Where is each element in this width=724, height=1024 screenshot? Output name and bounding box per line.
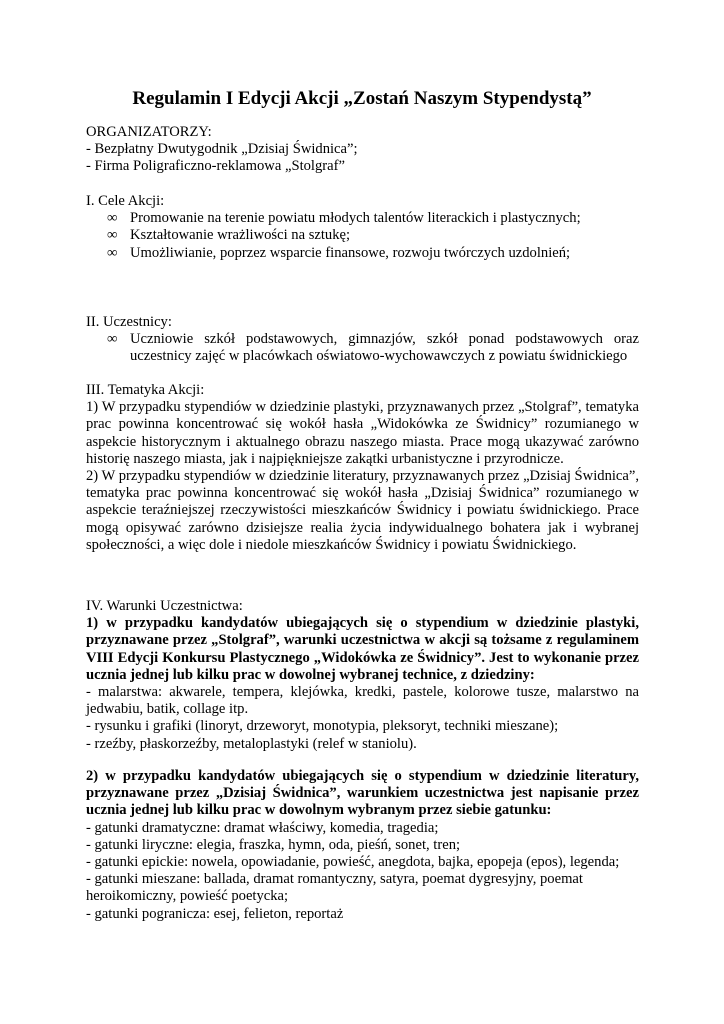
- list-item: - gatunki epickie: nowela, opowiadanie, powieść, anegdota, bajka, epopeja (epos), legenda;: [86, 854, 620, 871]
- organizer-item: - Bezpłatny Dwutygodnik „Dzisiaj Świdnica”;: [86, 141, 358, 158]
- infinity-bullet-icon: ∞: [107, 244, 118, 261]
- conditions-literature-intro: 2) w przypadku kandydatów ubiegających się o stypendium w dziedzinie literatury, przyznawane przez „Dzisiaj Świdnica”, warunkiem uczestnictwa jest napisanie przez ucznia jednej lub kilku prac w dowolnym wybranym przez siebie gatunku:: [86, 768, 639, 819]
- list-item: - rysunku i grafiki (linoryt, drzeworyt, monotypia, pleksoryt, techniki mieszane);: [86, 718, 559, 735]
- goal-text: Umożliwianie, poprzez wsparcie finansowe, rozwoju twórczych uzdolnień;: [130, 244, 571, 261]
- goals-list: [86, 210, 639, 262]
- infinity-bullet-icon: ∞: [107, 331, 118, 348]
- conditions-literature-section: [86, 768, 639, 923]
- list-item: - rzeźby, płaskorzeźby, metaloplastyki (relef w staniolu).: [86, 735, 417, 752]
- themes-heading: III. Tematyka Akcji:: [86, 382, 205, 398]
- participants-list: [86, 331, 639, 365]
- list-item: [86, 331, 639, 365]
- participants-section: [86, 314, 639, 366]
- infinity-bullet-icon: ∞: [107, 210, 118, 227]
- organizers-heading: ORGANIZATORZY:: [86, 124, 212, 140]
- list-item: [86, 227, 639, 244]
- conditions-art-intro: 1) w przypadku kandydatów ubiegających się o stypendium w dziedzinie plastyki, przyznawane przez „Stolgraf”, warunki uczestnictwa w akcji są tożsame z regulaminem VIII Edycji Konkursu Plastycznego „Widokówka ze Świdnicy”. Jest to wykonanie przez ucznia jednej lub kilku prac w dowolnej wybranej technice, z dziedziny:: [86, 615, 639, 683]
- list-item: [86, 210, 639, 227]
- list-item: - gatunki liryczne: elegia, fraszka, hymn, oda, pieśń, sonet, tren;: [86, 836, 461, 853]
- themes-section: [86, 382, 639, 554]
- list-item: - gatunki dramatyczne: dramat właściwy, komedia, tragedia;: [86, 819, 439, 836]
- list-item: - malarstwa: akwarele, tempera, klejówka, kredki, pastele, kolorowe tusze, malarstwo na jedwabiu, batik, collage itp.: [86, 684, 639, 718]
- goals-heading: I. Cele Akcji:: [86, 193, 165, 209]
- list-item: [86, 245, 639, 262]
- participant-text: Uczniowie szkół podstawowych, gimnazjów, szkół ponad podstawowych oraz uczestnicy zajęć w placówkach oświatowo-wychowawczych z powiatu świdnickiego: [130, 331, 639, 365]
- conditions-heading: IV. Warunki Uczestnictwa:: [86, 598, 243, 614]
- list-item: - gatunki mieszane: ballada, dramat romantyczny, satyra, poemat dygresyjny, poemat heroikomiczny, powieść poetycka;: [86, 871, 583, 905]
- theme-paragraph-art: 1) W przypadku stypendiów w dziedzinie plastyki, przyznawanych przez „Stolgraf”, tematyka prac powinna koncentrować się wokół hasła „Widokówka ze Świdnicy” rozumianego w aspekcie historycznym i aktualnego obrazu naszego miasta. Prace mogą ukazywać zarówno historię naszego miasta, jak i najpiękniejsze zakątki urbanistyczne i przyrodnicze.: [86, 399, 639, 467]
- theme-paragraph-literature: 2) W przypadku stypendiów w dziedzinie literatury, przyznawanych przez „Dzisiaj Świdnica”, tematyka prac powinna koncentrować się wokół hasła „Dzisiaj Świdnica” rozumianego w aspekcie teraźniejszej rzeczywistości mieszkańców Świdnicy i powiatu świdnickiego. Prace mogą opisywać zarówno dzisiejsze realia życia indywidualnego bohatera jak i wybranej społeczności, a więc dole i niedole mieszkańców Świdnicy i powiatu Świdnickiego.: [86, 468, 639, 553]
- organizers-section: [86, 124, 639, 176]
- list-item: - gatunki pogranicza: esej, felieton, reportaż: [86, 905, 344, 922]
- conditions-section: [86, 598, 639, 753]
- participants-heading: II. Uczestnicy:: [86, 314, 172, 330]
- goal-text: Promowanie na terenie powiatu młodych talentów literackich i plastycznych;: [130, 210, 581, 227]
- goal-text: Kształtowanie wrażliwości na sztukę;: [130, 227, 351, 244]
- infinity-bullet-icon: ∞: [107, 227, 118, 244]
- organizer-item: - Firma Poligraficzno-reklamowa „Stolgraf”: [86, 158, 345, 175]
- goals-section: [86, 193, 639, 262]
- page-title: Regulamin I Edycji Akcji „Zostań Naszym Stypendystą”: [132, 88, 592, 109]
